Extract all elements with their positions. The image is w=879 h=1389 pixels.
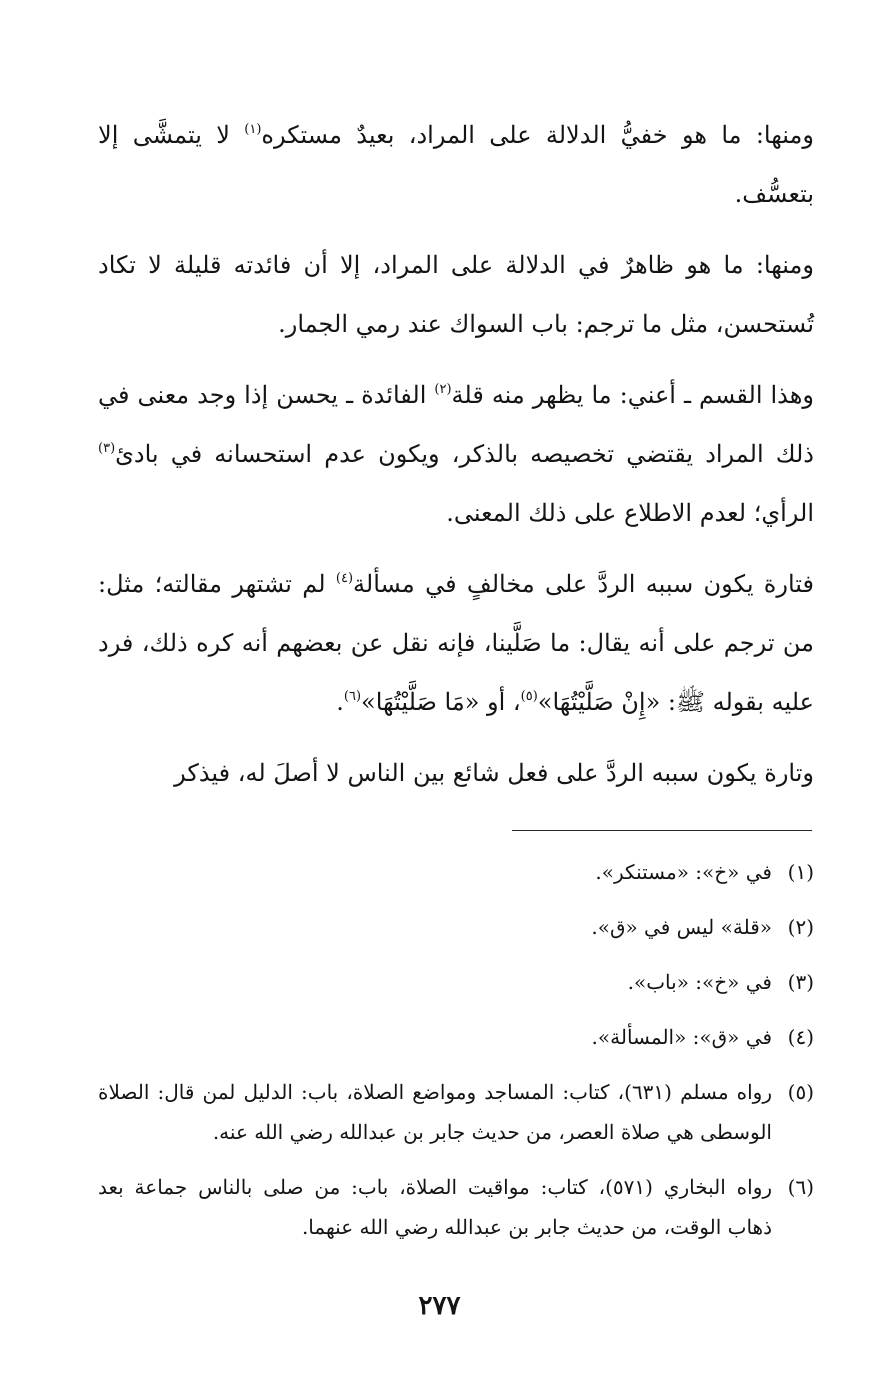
paragraph-4-text-a: فتارة يكون سببه الردَّ على مخالفٍ في مسألة	[353, 570, 815, 598]
paragraph-4-text-c: ، أو «مَا صَلَّيْتُهَا»	[361, 688, 521, 716]
footnote-1	[98, 852, 814, 892]
footnote-ref-1: (١)	[244, 122, 262, 137]
paragraph-3-text-c: الرأي؛ لعدم الاطلاع على ذلك المعنى.	[446, 499, 814, 527]
paragraph-4-text-b: لم تشتهر مقالته؛ مثل: من ترجم على أنه يقال: ما صَلَّينا، فإنه نقل عن بعضهم أنه كره ذلك، فرد عليه بقوله ﷺ: «إِنْ صَلَّيْتُهَا»	[98, 570, 814, 716]
footnote-6	[98, 1167, 814, 1247]
footnote-ref-5: (٥)	[520, 689, 538, 704]
footnote-number: (٣)	[787, 970, 814, 994]
footnote-ref-2: (٢)	[434, 382, 452, 397]
paragraph-1-text-b: لا يتمشَّى إلا بتعسُّف.	[98, 121, 814, 208]
footnote-text: في «خ»: «باب».	[627, 970, 772, 994]
footnote-2	[98, 907, 814, 947]
paragraph-2-text: ومنها: ما هو ظاهرٌ في الدلالة على المراد، إلا أن فائدته قليلة لا تكاد تُستحسن، مثل ما ترجم: باب السواك عند رمي الجمار.	[98, 251, 814, 338]
footnote-text: في «ق»: «المسألة».	[591, 1025, 772, 1049]
paragraph-1	[98, 106, 814, 224]
paragraph-4-text-d: .	[336, 688, 344, 716]
footnote-ref-6: (٦)	[343, 689, 362, 704]
footnote-number: (٦)	[787, 1175, 814, 1199]
footnote-text: في «خ»: «مستنكر».	[595, 860, 772, 884]
paragraph-1-text-a: ومنها: ما هو خفيُّ الدلالة على المراد، بعيدٌ مستكره	[261, 121, 814, 149]
paragraph-3	[98, 366, 814, 543]
footnote-number: (٤)	[787, 1025, 814, 1049]
main-text	[98, 106, 814, 815]
footnote-number: (٢)	[787, 915, 814, 939]
paragraph-5-text: وتارة يكون سببه الردَّ على فعل شائع بين الناس لا أصلَ له، فيذكر	[174, 759, 814, 787]
paragraph-3-text-a: وهذا القسم ـ أعني: ما يظهر منه قلة	[451, 381, 814, 409]
footnote-number: (٥)	[787, 1080, 814, 1104]
footnote-ref-3: (٣)	[98, 441, 116, 456]
paragraph-2	[98, 236, 814, 354]
footnote-4	[98, 1017, 814, 1057]
footnote-text: رواه البخاري (٥٧١)، كتاب: مواقيت الصلاة، باب: من صلى بالناس جماعة بعد ذهاب الوقت، من حديث جابر بن عبدالله رضي الله عنهما.	[98, 1175, 773, 1239]
paragraph-4	[98, 555, 814, 732]
footnote-text: رواه مسلم (٦٣١)، كتاب: المساجد ومواضع الصلاة، باب: الدليل لمن قال: الصلاة الوسطى هي صلاة العصر، من حديث جابر بن عبدالله رضي الله عنه.	[98, 1080, 772, 1144]
paragraph-3-text-b: الفائدة ـ يحسن إذا وجد معنى في ذلك المراد يقتضي تخصيصه بالذكر، ويكون عدم استحسانه في بادئ	[98, 381, 814, 468]
footnote-3	[98, 962, 814, 1002]
footnote-text: «قلة» ليس في «ق».	[591, 915, 772, 939]
footnote-ref-4: (٤)	[335, 571, 354, 586]
footnotes	[98, 852, 814, 1262]
footnote-5	[98, 1072, 814, 1152]
page-number: ٢٧٧	[418, 1291, 461, 1321]
paragraph-5	[98, 744, 814, 803]
footnote-number: (١)	[787, 860, 814, 884]
footnote-separator	[512, 830, 812, 831]
